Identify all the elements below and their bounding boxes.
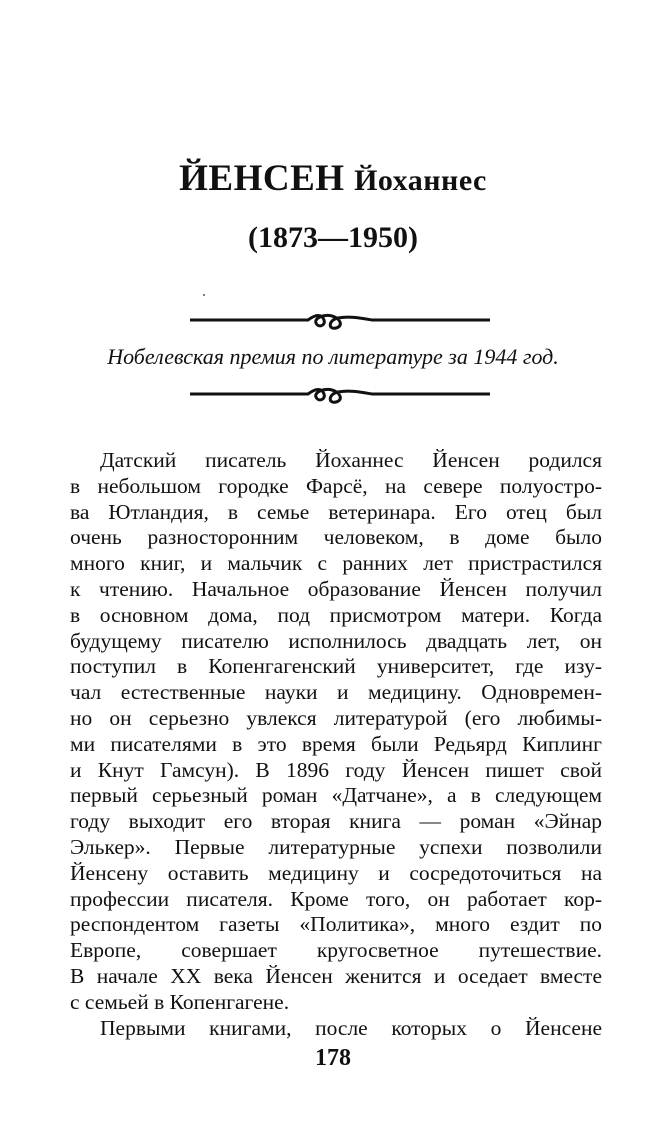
text-line: много книг, и мальчик с ранних лет пристрастился xyxy=(70,551,602,576)
author-surname: ЙЕНСЕН xyxy=(179,158,345,199)
text-line: году выходит его вторая книга — роман «Эйнар xyxy=(70,809,602,834)
text-line: в небольшом городке Фарсё, на севере полуостро- xyxy=(70,473,602,498)
biography-text xyxy=(70,448,602,1041)
flourish-divider-icon xyxy=(190,308,490,332)
text-line: профессии писателя. Кроме того, он работает кор- xyxy=(70,886,602,911)
text-line: Первыми книгами, после которых о Йенсене xyxy=(100,1015,602,1040)
author-years: (1873—1950) xyxy=(248,221,418,254)
chapter-title xyxy=(0,156,666,203)
text-line: Элькер». Первые литературные успехи позволили xyxy=(70,834,602,859)
author-given-name: Йоханнес xyxy=(354,164,487,197)
text-line: к чтению. Начальное образование Йенсен получил xyxy=(70,576,602,601)
text-line: В начале XX века Йенсен женится и оседает вместе xyxy=(70,963,602,988)
text-line: Европе, совершает кругосветное путешествие. xyxy=(70,938,602,963)
text-line: в основном дома, под присмотром матери. Когда xyxy=(70,602,602,627)
text-line: с семьей в Копенгагене. xyxy=(70,989,290,1014)
text-line: Йенсену оставить медицину и сосредоточиться на xyxy=(70,860,602,885)
text-line: Датский писатель Йоханнес Йенсен родился xyxy=(100,448,602,472)
text-line: но он серьезно увлекся литературой (его любимы- xyxy=(70,705,602,730)
text-line: ми писателями в это время были Редьярд Киплинг xyxy=(70,731,602,756)
text-line: и Кнут Гамсун). В 1896 году Йенсен пишет свой xyxy=(70,757,602,782)
flourish-divider-icon xyxy=(190,382,490,406)
text-line: будущему писателю исполнилось двадцать лет, он xyxy=(70,628,602,653)
text-line: ва Ютландия, в семье ветеринара. Его отец был xyxy=(70,499,602,524)
text-line: очень разносторонним человеком, в доме было xyxy=(70,525,602,550)
text-line: поступил в Копенгагенский университет, где изу- xyxy=(70,654,602,679)
text-line: респондентом газеты «Политика», много ездит по xyxy=(70,912,602,937)
page-number: 178 xyxy=(315,1045,351,1071)
text-line: первый серьезный роман «Датчане», а в следующем xyxy=(70,783,602,808)
text-line: чал естественные науки и медицину. Одновремен- xyxy=(70,680,602,705)
print-speck xyxy=(203,294,205,296)
nobel-prize-line: Нобелевская премия по литературе за 1944 год. xyxy=(107,344,559,369)
